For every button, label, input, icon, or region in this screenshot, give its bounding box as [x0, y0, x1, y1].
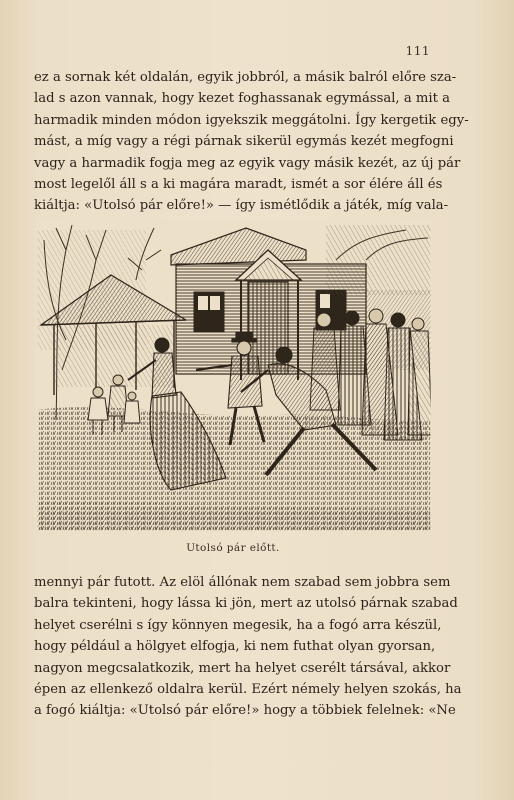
text-line: nagyon megcsalatkozik, mert ha helyet cserélt társával, akkor — [34, 660, 451, 676]
text-line: mennyi pár futott. Az elöl állónak nem szabad sem jobbra sem — [34, 575, 451, 590]
text-line: vagy a harmadik fogja meg az egyik vagy másik kezét, az új pár — [34, 155, 461, 171]
text-line: kiáltja: «Utolsó pár előre!» — így ismétlődik a játék, míg vala- — [34, 198, 449, 214]
engraving-game-scene-icon — [36, 220, 432, 532]
text-line: lad s azon vannak, hogy kezet foghassanak egymással, a mit a — [34, 91, 450, 107]
illustration-caption — [0, 542, 514, 554]
caption-text: Utolsó pár előtt. — [186, 542, 280, 554]
text-line: mást, a míg vagy a régi párnak sikerül egymás kezét megfogni — [34, 134, 454, 150]
text-line: a fogó kiáltja: «Utolsó pár előre!» hogy a többiek felelnek: «Ne — [34, 703, 456, 719]
text-line: hogy például a hölgyet elfogja, ki nem futhat olyan gyorsan, — [34, 639, 436, 655]
paragraph-bottom — [34, 572, 462, 722]
text-line: harmadik minden módon igyekszik meggátolni. Így kergetik egy- — [34, 112, 469, 128]
page-number: 111 — [405, 44, 430, 58]
text-line: helyet cserélni s így könnyen megesik, ha a fogó arra készül, — [34, 617, 442, 633]
text-line: most legelől áll s a ki magára maradt, ismét a sor élére áll és — [34, 177, 443, 193]
text-line: épen az ellenkező oldalra kerül. Ezért némely helyen szokás, ha — [34, 682, 462, 698]
text-line: ez a sornak két oldalán, egyik jobbról, a másik balról előre sza- — [34, 70, 457, 85]
paragraph-top — [34, 67, 469, 217]
text-line: balra tekinteni, hogy lássa ki jön, mert az utolsó párnak szabad — [34, 596, 458, 612]
